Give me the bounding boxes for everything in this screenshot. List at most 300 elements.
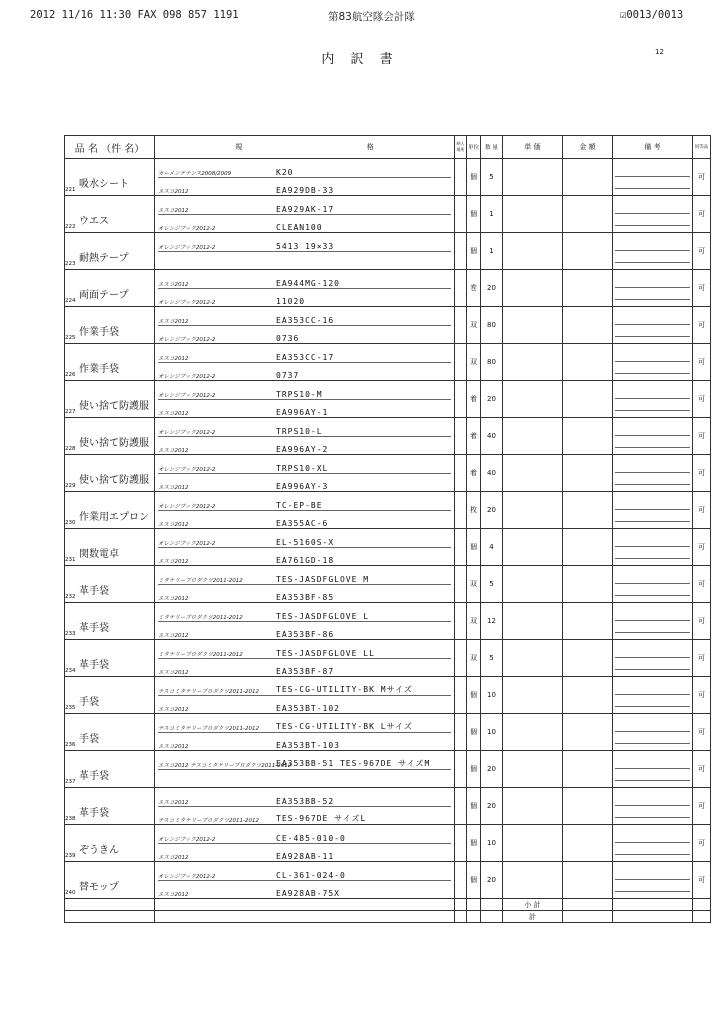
amount-cell: [563, 455, 613, 492]
catalog-name: エスコ2012: [158, 632, 189, 639]
equivalent-flag: 可: [693, 492, 711, 529]
item-number: 234: [65, 668, 76, 674]
qty-cell: 4: [481, 529, 503, 566]
item-number: 221: [65, 187, 76, 193]
col-unit-header: 単位: [467, 136, 481, 159]
item-number: 222: [65, 224, 76, 230]
item-name-cell: [65, 788, 155, 825]
item-spec-cell: [155, 788, 455, 825]
remarks-cell: [613, 825, 693, 862]
unit-price-cell: [503, 529, 563, 566]
item-name: 手袋: [79, 697, 99, 708]
catalog-name: オレンジブック2012-2: [158, 373, 216, 380]
item-spec-cell: [155, 529, 455, 566]
item-number: 227: [65, 409, 76, 415]
equivalent-flag: 可: [693, 307, 711, 344]
item-spec-cell: [155, 825, 455, 862]
unit-cell: 個: [467, 529, 481, 566]
delivery-cell: [455, 751, 467, 788]
model-number: EA353BT-102: [276, 703, 340, 713]
catalog-name: テスコミタケリープロダクツ2011-2012: [158, 725, 259, 732]
item-number: 224: [65, 298, 76, 304]
model-number: 0736: [276, 333, 300, 343]
table-row: [65, 492, 711, 529]
table-row: [65, 751, 711, 788]
item-spec-cell: [155, 196, 455, 233]
qty-cell: 12: [481, 603, 503, 640]
model-number: CL-361-024-0: [276, 870, 346, 880]
model-number: 11020: [276, 296, 306, 306]
item-number: 226: [65, 372, 76, 378]
item-name: 耐熱テープ: [79, 253, 129, 264]
delivery-cell: [455, 677, 467, 714]
delivery-cell: [455, 233, 467, 270]
item-number: 238: [65, 816, 76, 822]
catalog-name: オレンジブック2012-2: [158, 244, 216, 251]
item-name-cell: [65, 529, 155, 566]
remarks-cell: [613, 677, 693, 714]
amount-cell: [563, 751, 613, 788]
item-number: 236: [65, 742, 76, 748]
table-row: [65, 307, 711, 344]
qty-cell: 20: [481, 751, 503, 788]
table-row: [65, 418, 711, 455]
delivery-cell: [455, 159, 467, 196]
catalog-name: エスコ2012: [158, 854, 189, 861]
unit-cell: 個: [467, 862, 481, 899]
qty-cell: 40: [481, 455, 503, 492]
equivalent-flag: 可: [693, 677, 711, 714]
amount-cell: [563, 307, 613, 344]
remarks-cell: [613, 751, 693, 788]
qty-cell: 80: [481, 307, 503, 344]
item-name: 手袋: [79, 734, 99, 745]
col-flag-header: 同等品: [693, 136, 711, 159]
item-name: 替モップ: [79, 882, 119, 893]
equivalent-flag: 可: [693, 751, 711, 788]
item-number: 228: [65, 446, 76, 452]
delivery-cell: [455, 196, 467, 233]
table-row: [65, 825, 711, 862]
unit-price-cell: [503, 492, 563, 529]
table-row: [65, 714, 711, 751]
delivery-cell: [455, 566, 467, 603]
amount-cell: [563, 825, 613, 862]
model-number: EA353BF-86: [276, 629, 335, 639]
model-number: TES-CG-UTILITY-BK Lサイズ: [276, 721, 413, 731]
remarks-cell: [613, 307, 693, 344]
col-remarks-header: 備 考: [613, 136, 693, 159]
amount-cell: [563, 270, 613, 307]
qty-cell: 5: [481, 640, 503, 677]
item-name-cell: [65, 344, 155, 381]
item-name-cell: [65, 270, 155, 307]
item-spec-cell: [155, 307, 455, 344]
item-spec-cell: [155, 492, 455, 529]
remarks-cell: [613, 344, 693, 381]
total-row: [65, 911, 711, 923]
catalog-name: エスコ2012: [158, 558, 189, 565]
equivalent-flag: 可: [693, 381, 711, 418]
unit-cell: 個: [467, 788, 481, 825]
model-number: EA353BF-87: [276, 666, 335, 676]
catalog-name: テスコミタケリープロダクツ2011-2012: [158, 817, 259, 824]
item-name-cell: [65, 233, 155, 270]
amount-cell: [563, 677, 613, 714]
equivalent-flag: 可: [693, 529, 711, 566]
equivalent-flag: 可: [693, 640, 711, 677]
delivery-cell: [455, 788, 467, 825]
model-number: CLEAN100: [276, 222, 323, 232]
unit-price-cell: [503, 159, 563, 196]
item-name: 革手袋: [79, 771, 109, 782]
qty-cell: 5: [481, 566, 503, 603]
item-number: 230: [65, 520, 76, 526]
unit-cell: 個: [467, 714, 481, 751]
qty-cell: 20: [481, 270, 503, 307]
document-title: 内 訳 書: [321, 52, 399, 67]
unit-price-cell: [503, 640, 563, 677]
table-row: [65, 788, 711, 825]
item-name: 吸水シート: [79, 179, 129, 190]
item-number: 229: [65, 483, 76, 489]
item-name: 革手袋: [79, 808, 109, 819]
table-row: [65, 270, 711, 307]
qty-cell: 10: [481, 825, 503, 862]
unit-price-cell: [503, 418, 563, 455]
remarks-cell: [613, 566, 693, 603]
model-number: EA353CC-17: [276, 352, 335, 362]
table-row: [65, 640, 711, 677]
unit-cell: 個: [467, 677, 481, 714]
model-number: TES-JASDFGLOVE LL: [276, 648, 375, 658]
catalog-name: エスコ2012: [158, 669, 189, 676]
equivalent-flag: 可: [693, 418, 711, 455]
model-number: K20: [276, 167, 294, 177]
item-name-cell: [65, 196, 155, 233]
qty-cell: 80: [481, 344, 503, 381]
item-name-cell: [65, 751, 155, 788]
delivery-cell: [455, 270, 467, 307]
model-number: EA996AY-1: [276, 407, 329, 417]
amount-cell: [563, 640, 613, 677]
unit-cell: 双: [467, 566, 481, 603]
unit-cell: 着: [467, 381, 481, 418]
remarks-cell: [613, 381, 693, 418]
model-number: TES-JASDFGLOVE M: [276, 574, 370, 584]
equivalent-flag: 可: [693, 455, 711, 492]
unit-cell: 巻: [467, 270, 481, 307]
item-name: 両面テープ: [79, 290, 129, 301]
catalog-name: オレンジブック2012-2: [158, 392, 216, 399]
delivery-cell: [455, 307, 467, 344]
catalog-name: エスコ2012: [158, 355, 189, 362]
unit-price-cell: [503, 862, 563, 899]
item-name-cell: [65, 862, 155, 899]
item-name: 革手袋: [79, 586, 109, 597]
item-name: 関数電卓: [79, 549, 119, 560]
catalog-name: オレンジブック2012-2: [158, 336, 216, 343]
model-number: EA996AY-2: [276, 444, 329, 454]
catalog-name: エスコ2012: [158, 447, 189, 454]
catalog-name: エスコ2012 テスコミタケリープロダクツ2011-2012: [158, 762, 292, 769]
amount-cell: [563, 714, 613, 751]
item-number: 223: [65, 261, 76, 267]
fax-header-center: 第83航空隊会計隊: [328, 11, 415, 23]
model-number: EA353BT-103: [276, 740, 340, 750]
model-number: 5413 19×33: [276, 241, 335, 251]
col-name-header: 品 名 （件 名）: [65, 136, 155, 159]
model-number: EA353BB-51 TES-967DE サイズM: [276, 758, 431, 768]
amount-cell: [563, 529, 613, 566]
subtotal-label: 小 計: [503, 899, 563, 911]
table-row: [65, 233, 711, 270]
table-row: [65, 862, 711, 899]
item-name-cell: [65, 455, 155, 492]
item-name-cell: [65, 381, 155, 418]
table-row: [65, 455, 711, 492]
model-number: TC-EP-BE: [276, 500, 323, 510]
qty-cell: 5: [481, 159, 503, 196]
amount-cell: [563, 862, 613, 899]
equivalent-flag: 可: [693, 862, 711, 899]
qty-cell: 20: [481, 381, 503, 418]
remarks-cell: [613, 529, 693, 566]
item-number: 233: [65, 631, 76, 637]
remarks-cell: [613, 603, 693, 640]
item-number: 235: [65, 705, 76, 711]
unit-price-cell: [503, 307, 563, 344]
item-name: 作業手袋: [79, 364, 119, 375]
qty-cell: 10: [481, 714, 503, 751]
unit-cell: 着: [467, 455, 481, 492]
item-name: 使い捨て防護服: [79, 438, 149, 449]
delivery-cell: [455, 455, 467, 492]
amount-cell: [563, 603, 613, 640]
unit-cell: 双: [467, 603, 481, 640]
equivalent-flag: 可: [693, 196, 711, 233]
unit-price-cell: [503, 788, 563, 825]
delivery-cell: [455, 825, 467, 862]
item-number: 240: [65, 890, 76, 896]
item-spec-cell: [155, 751, 455, 788]
remarks-cell: [613, 196, 693, 233]
table-row: [65, 677, 711, 714]
unit-price-cell: [503, 196, 563, 233]
delivery-cell: [455, 529, 467, 566]
model-number: EA353BF-85: [276, 592, 335, 602]
model-number: CE-485-010-0: [276, 833, 346, 843]
amount-cell: [563, 381, 613, 418]
remarks-cell: [613, 233, 693, 270]
table-row: [65, 344, 711, 381]
equivalent-flag: 可: [693, 714, 711, 751]
delivery-cell: [455, 492, 467, 529]
unit-price-cell: [503, 825, 563, 862]
item-spec-cell: [155, 270, 455, 307]
remarks-cell: [613, 492, 693, 529]
unit-price-cell: [503, 603, 563, 640]
col-spec-header: [155, 136, 455, 159]
catalog-name: エスコ2012: [158, 410, 189, 417]
catalog-name: オレンジブック2012-2: [158, 225, 216, 232]
remarks-cell: [613, 455, 693, 492]
model-number: EA928AB-75X: [276, 888, 340, 898]
unit-price-cell: [503, 455, 563, 492]
item-spec-cell: [155, 455, 455, 492]
remarks-cell: [613, 788, 693, 825]
equivalent-flag: 可: [693, 270, 711, 307]
item-name-cell: [65, 159, 155, 196]
unit-cell: 着: [467, 418, 481, 455]
item-spec-cell: [155, 418, 455, 455]
qty-cell: 10: [481, 677, 503, 714]
unit-cell: 個: [467, 751, 481, 788]
amount-cell: [563, 159, 613, 196]
remarks-cell: [613, 862, 693, 899]
delivery-cell: [455, 714, 467, 751]
col-unit-price-header: 単 価: [503, 136, 563, 159]
model-number: TRPS10-L: [276, 426, 323, 436]
model-number: EA944MG-120: [276, 278, 340, 288]
item-spec-cell: [155, 640, 455, 677]
item-name-cell: [65, 677, 155, 714]
qty-cell: 20: [481, 492, 503, 529]
unit-price-cell: [503, 566, 563, 603]
table-row: [65, 381, 711, 418]
unit-cell: 双: [467, 344, 481, 381]
catalog-name: ミタケリープロダクツ2011-2012: [158, 614, 243, 621]
item-spec-cell: [155, 714, 455, 751]
item-name-cell: [65, 714, 155, 751]
amount-cell: [563, 788, 613, 825]
model-number: EA929AK-17: [276, 204, 335, 214]
delivery-cell: [455, 603, 467, 640]
item-name: ウエス: [79, 216, 109, 227]
unit-cell: 個: [467, 196, 481, 233]
unit-price-cell: [503, 751, 563, 788]
remarks-cell: [613, 714, 693, 751]
model-number: TES-CG-UTILITY-BK Mサイズ: [276, 684, 413, 694]
unit-price-cell: [503, 381, 563, 418]
remarks-cell: [613, 159, 693, 196]
itemization-table: [64, 135, 711, 923]
table-row: [65, 529, 711, 566]
catalog-name: オレンジブック2012-2: [158, 503, 216, 510]
amount-cell: [563, 344, 613, 381]
amount-cell: [563, 492, 613, 529]
item-number: 231: [65, 557, 76, 563]
model-number: EL-5160S-X: [276, 537, 335, 547]
page-number: 12: [655, 48, 664, 56]
amount-cell: [563, 233, 613, 270]
unit-price-cell: [503, 233, 563, 270]
catalog-name: オレンジブック2012-2: [158, 836, 216, 843]
catalog-name: オレンジブック2012-2: [158, 466, 216, 473]
table-header: [65, 136, 711, 159]
catalog-name: テスコミタケリープロダクツ2011-2012: [158, 688, 259, 695]
item-name-cell: [65, 640, 155, 677]
model-number: TRPS10-M: [276, 389, 323, 399]
col-spec-right: 格: [366, 143, 374, 151]
catalog-name: エスコ2012: [158, 318, 189, 325]
catalog-name: カーメンテナンス2008/2009: [158, 170, 232, 177]
catalog-name: エスコ2012: [158, 799, 189, 806]
item-number: 239: [65, 853, 76, 859]
subtotal-row: [65, 899, 711, 911]
item-name: 革手袋: [79, 623, 109, 634]
item-spec-cell: [155, 566, 455, 603]
model-number: TRPS10-XL: [276, 463, 329, 473]
catalog-name: オレンジブック2012-2: [158, 873, 216, 880]
model-number: EA928AB-11: [276, 851, 335, 861]
item-spec-cell: [155, 381, 455, 418]
table-row: [65, 603, 711, 640]
item-name-cell: [65, 492, 155, 529]
unit-cell: 個: [467, 233, 481, 270]
catalog-name: エスコ2012: [158, 281, 189, 288]
table-row: [65, 566, 711, 603]
item-name-cell: [65, 418, 155, 455]
equivalent-flag: 可: [693, 566, 711, 603]
catalog-name: エスコ2012: [158, 891, 189, 898]
item-name: 使い捨て防護服: [79, 401, 149, 412]
col-amount-header: 金 額: [563, 136, 613, 159]
item-number: 225: [65, 335, 76, 341]
catalog-name: オレンジブック2012-2: [158, 299, 216, 306]
remarks-cell: [613, 270, 693, 307]
item-name-cell: [65, 566, 155, 603]
unit-cell: 双: [467, 640, 481, 677]
equivalent-flag: 可: [693, 159, 711, 196]
amount-cell: [563, 196, 613, 233]
catalog-name: エスコ2012: [158, 743, 189, 750]
catalog-name: エスコ2012: [158, 706, 189, 713]
model-number: EA355AC-6: [276, 518, 329, 528]
delivery-cell: [455, 862, 467, 899]
remarks-cell: [613, 418, 693, 455]
catalog-name: オレンジブック2012-2: [158, 429, 216, 436]
item-spec-cell: [155, 159, 455, 196]
remarks-cell: [613, 640, 693, 677]
item-name-cell: [65, 603, 155, 640]
item-name: 作業手袋: [79, 327, 119, 338]
qty-cell: 20: [481, 788, 503, 825]
col-delivery-header: 納入場所: [455, 136, 467, 159]
catalog-name: エスコ2012: [158, 207, 189, 214]
item-name-cell: [65, 825, 155, 862]
unit-cell: 個: [467, 825, 481, 862]
equivalent-flag: 可: [693, 233, 711, 270]
qty-cell: 1: [481, 233, 503, 270]
item-name: ぞうきん: [79, 845, 119, 856]
amount-cell: [563, 418, 613, 455]
col-spec-left: 規: [235, 143, 243, 151]
catalog-name: エスコ2012: [158, 484, 189, 491]
unit-cell: 枚: [467, 492, 481, 529]
item-name-cell: [65, 307, 155, 344]
item-spec-cell: [155, 862, 455, 899]
equivalent-flag: 可: [693, 825, 711, 862]
equivalent-flag: 可: [693, 603, 711, 640]
model-number: EA353CC-16: [276, 315, 335, 325]
item-name: 使い捨て防護服: [79, 475, 149, 486]
total-label: 計: [503, 911, 563, 923]
amount-cell: [563, 566, 613, 603]
delivery-cell: [455, 381, 467, 418]
delivery-cell: [455, 418, 467, 455]
qty-cell: 40: [481, 418, 503, 455]
